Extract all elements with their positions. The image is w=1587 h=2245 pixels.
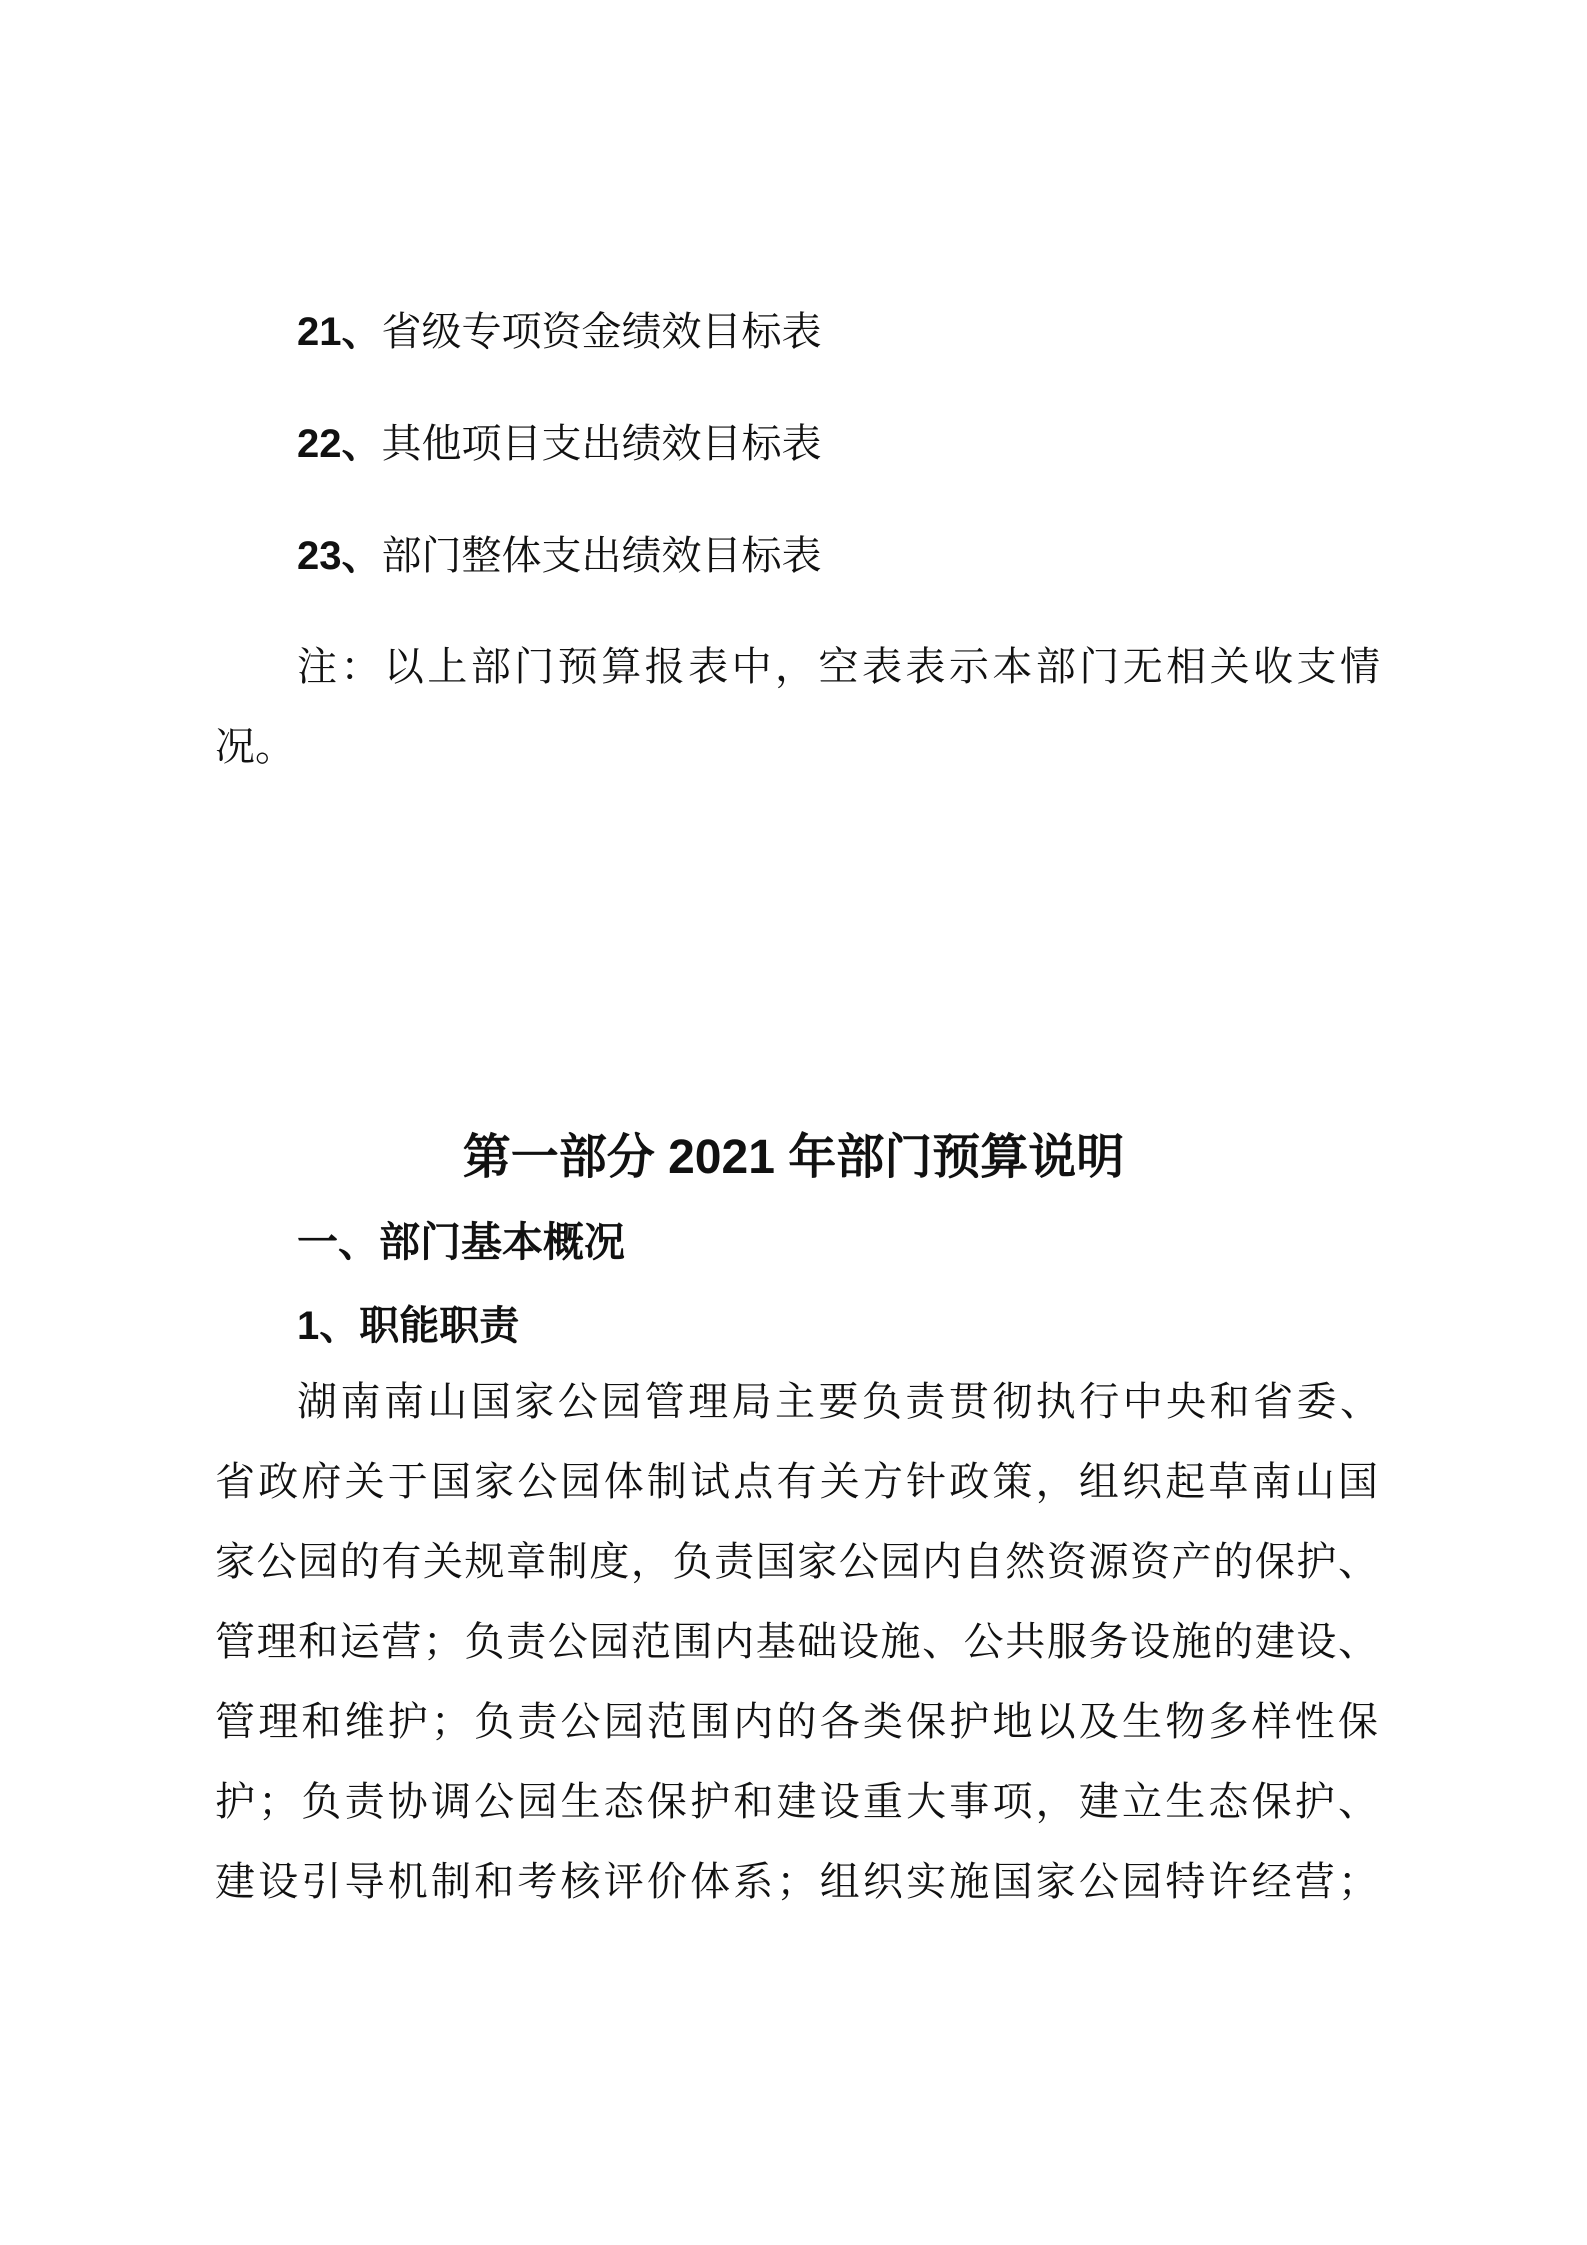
paragraph-line: 建设引导机制和考核评价体系；组织实施国家公园特许经营； [215,1859,1378,1904]
list-item-number: 23、 [297,534,382,578]
sub-heading-number: 1、 [297,1304,360,1348]
list-item-number: 22、 [297,422,382,466]
note-line: 况。 [215,724,295,769]
paragraph-line: 家公园的有关规章制度，负责国家公园内自然资源资产的保护、 [215,1539,1378,1584]
paragraph-line: 护；负责协调公园生态保护和建设重大事项，建立生态保护、 [215,1779,1378,1824]
list-item-label: 部门整体支出绩效目标表 [381,533,822,578]
note-line: 注：以上部门预算报表中，空表表示本部门无相关收支情 [297,644,1380,689]
list-item-number: 21、 [297,310,382,354]
list-item-label: 省级专项资金绩效目标表 [381,309,822,354]
section-heading: 一、部门基本概况 [297,1219,625,1265]
paragraph-line: 管理和维护；负责公园范围内的各类保护地以及生物多样性保 [215,1699,1378,1744]
list-item [297,530,822,582]
sub-heading-label: 职能职责 [359,1303,520,1348]
paragraph-line: 湖南南山国家公园管理局主要负责贯彻执行中央和省委、 [297,1379,1380,1424]
paragraph-line: 管理和运营；负责公园范围内基础设施、公共服务设施的建设、 [215,1619,1378,1664]
list-item [297,306,822,358]
paragraph-line: 省政府关于国家公园体制试点有关方针政策，组织起草南山国 [215,1459,1378,1504]
part-title: 第一部分 2021 年部门预算说明 [462,1131,1125,1184]
list-item-label: 其他项目支出绩效目标表 [381,421,822,466]
sub-heading [297,1300,519,1352]
list-item [297,418,822,470]
